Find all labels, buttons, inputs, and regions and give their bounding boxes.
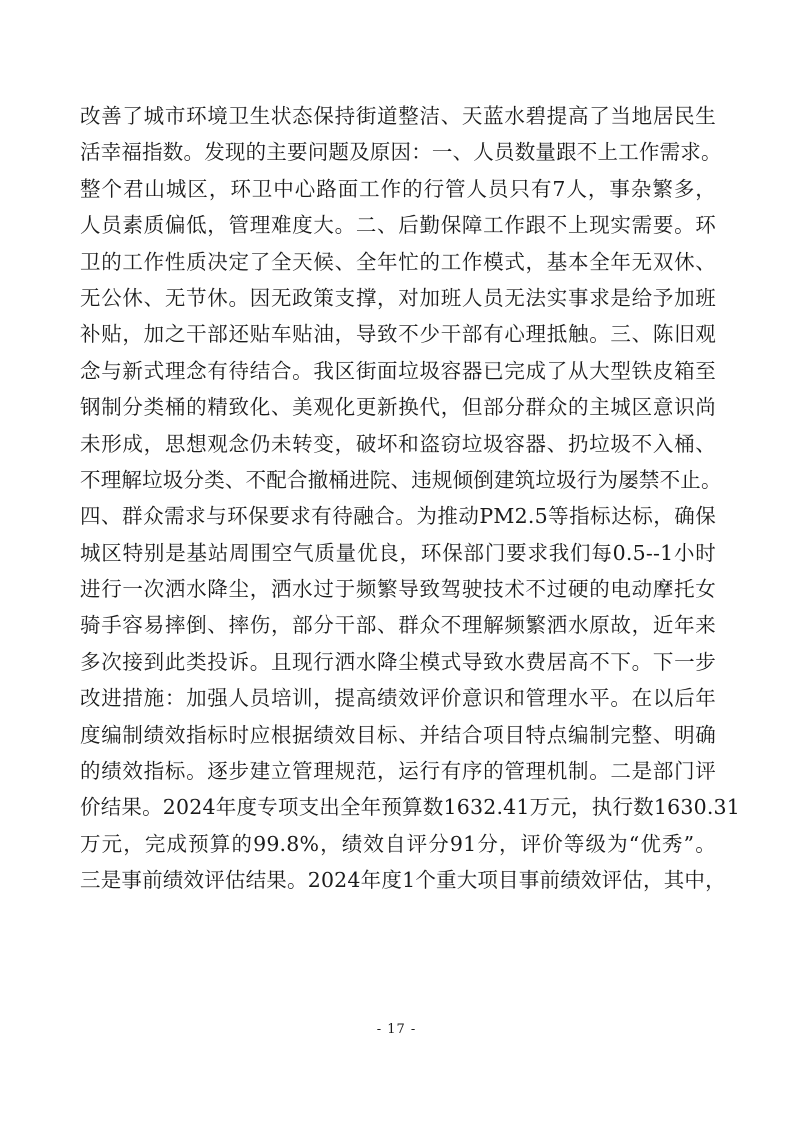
- text-line: 四、群众需求与环保要求有待融合。为推动PM2.5等指标达标，确保: [80, 504, 716, 529]
- text-line: 无公休、无节休。因无政策支撑，对加班人员无法实事求是给予加班: [80, 285, 716, 310]
- text-line: 多次接到此类投诉。且现行洒水降尘模式导致水费居高不下。下一步: [80, 649, 716, 674]
- text-line: 活幸福指数。发现的主要问题及原因：一、人员数量跟不上工作需求。: [80, 140, 722, 165]
- text-line: 未形成，思想观念仍未转变，破坏和盗窃垃圾容器、扔垃圾不入桶、: [80, 431, 716, 456]
- text-line: 不理解垃圾分类、不配合撤桶进院、违规倾倒建筑垃圾行为屡禁不止。: [80, 467, 722, 492]
- text-line: 进行一次洒水降尘，洒水过于频繁导致驾驶技术不过硬的电动摩托女: [80, 577, 716, 602]
- text-line: 骑手容易摔倒、摔伤，部分干部、群众不理解频繁洒水原故，近年来: [80, 613, 716, 638]
- text-line: 念与新式理念有待结合。我区街面垃圾容器已完成了从大型铁皮箱至: [80, 358, 716, 383]
- page-number: - 17 -: [376, 1022, 417, 1037]
- text-line: 改进措施：加强人员培训，提高绩效评价意识和管理水平。在以后年: [80, 686, 716, 711]
- text-line: 补贴，加之干部还贴车贴油，导致不少干部有心理抵触。三、陈旧观: [80, 322, 716, 347]
- text-line: 钢制分类桶的精致化、美观化更新换代，但部分群众的主城区意识尚: [80, 395, 716, 420]
- text-line: 三是事前绩效评估结果。2024年度1个重大项目事前绩效评估，其中，: [80, 868, 726, 893]
- text-line: 城区特别是基站周围空气质量优良，环保部门要求我们每0.5--1小时: [80, 540, 716, 565]
- text-line: 万元，完成预算的99.8%，绩效自评分91分，评价等级为“优秀”。: [80, 831, 716, 856]
- text-line: 整个君山城区，环卫中心路面工作的行管人员只有7人，事杂繁多，: [80, 176, 716, 201]
- text-line: 改善了城市环境卫生状态保持街道整洁、天蓝水碧提高了当地居民生: [80, 104, 716, 128]
- text-line: 人员素质偏低，管理难度大。二、后勤保障工作跟不上现实需要。环: [80, 213, 716, 238]
- text-line: 卫的工作性质决定了全天候、全年忙的工作模式，基本全年无双休、: [80, 249, 716, 274]
- text-line: 度编制绩效指标时应根据绩效目标、并结合项目特点编制完整、明确: [80, 722, 716, 747]
- body-text: [80, 98, 741, 899]
- text-line: 的绩效指标。逐步建立管理规范，运行有序的管理机制。二是部门评: [80, 759, 716, 784]
- text-line: 价结果。2024年度专项支出全年预算数1632.41万元，执行数1630.31: [80, 795, 741, 820]
